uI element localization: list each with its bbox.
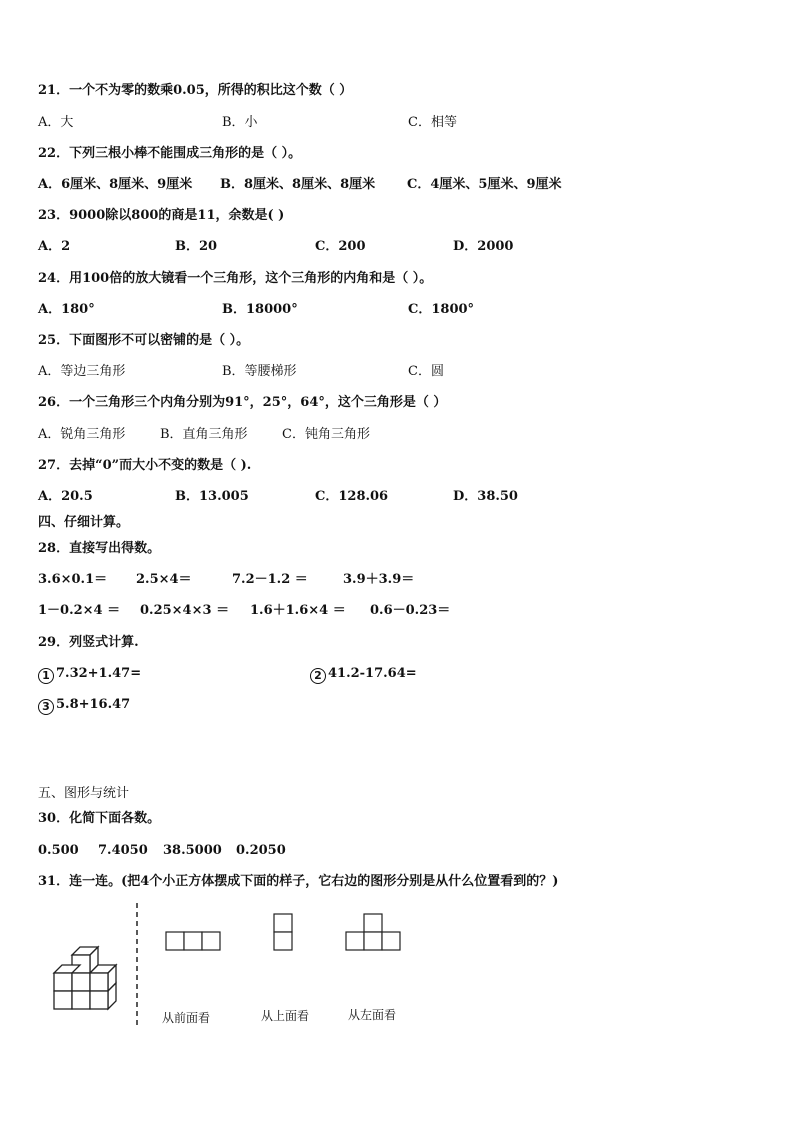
- q30-number: 0.2050: [236, 843, 286, 858]
- q22-option-b: B．8厘米、8厘米、8厘米: [220, 177, 376, 192]
- q27-option-b: B．13.005: [175, 489, 249, 504]
- q29-item-1: [38, 666, 141, 684]
- q24-option-b: B．18000°: [222, 302, 298, 317]
- q30-number: 0.500: [38, 843, 79, 858]
- label-top-view[interactable]: 从上面看: [261, 1009, 310, 1023]
- view-three-row[interactable]: [164, 930, 224, 952]
- question-28-stem: 28．直接写出得数。: [38, 541, 161, 556]
- q28-expr: 2.5×4＝: [136, 572, 192, 587]
- question-30-stem: 30．化简下面各数。: [38, 811, 161, 826]
- q26-option-b: B．直角三角形: [160, 427, 248, 442]
- q28-expr: 1－0.2×4 ＝: [38, 603, 121, 618]
- section-4-heading: 四、仔细计算。: [38, 515, 130, 530]
- question-21-stem: 21．一个不为零的数乘0.05，所得的积比这个数（ ）: [38, 83, 353, 98]
- q27-option-c: C．128.06: [315, 489, 389, 504]
- q26-option-a: A．锐角三角形: [38, 427, 126, 442]
- q27-option-d: D．38.50: [453, 489, 518, 504]
- label-left-view[interactable]: 从左面看: [348, 1008, 397, 1022]
- view-t-shape[interactable]: [344, 912, 406, 952]
- question-25-stem: 25．下面图形不可以密铺的是（ ）。: [38, 333, 250, 348]
- q29-expr-1: 7.32+1.47=: [56, 666, 142, 681]
- question-31-stem: 31．连一连。(把4个小正方体摆成下面的样子，它右边的图形分别是从什么位置看到的？): [38, 874, 559, 889]
- q21-option-c: C．相等: [408, 115, 457, 130]
- circled-number-2: 2: [310, 668, 326, 684]
- q28-expr: 1.6＋1.6×4 ＝: [250, 603, 346, 618]
- q28-expr: 3.9＋3.9＝: [343, 572, 415, 587]
- q21-option-a: A．大: [38, 115, 74, 130]
- q29-expr-3: 5.8+16.47: [56, 697, 131, 712]
- q23-option-b: B．20: [175, 239, 218, 254]
- q25-option-b: B．等腰梯形: [222, 364, 297, 379]
- q29-item-2: [310, 666, 417, 684]
- dashed-divider: [134, 903, 140, 1025]
- q21-option-b: B．小: [222, 115, 258, 130]
- question-26-stem: 26．一个三角形三个内角分别为91°，25°，64°，这个三角形是（ ）: [38, 395, 447, 410]
- section-5-heading: 五、图形与统计: [38, 786, 130, 801]
- q22-option-a: A．6厘米、8厘米、9厘米: [38, 177, 193, 192]
- q26-option-c: C．钝角三角形: [282, 427, 370, 442]
- q25-option-a: A．等边三角形: [38, 364, 126, 379]
- q29-expr-2: 41.2-17.64=: [328, 666, 417, 681]
- view-two-stack[interactable]: [272, 912, 296, 952]
- question-22-stem: 22．下列三根小棒不能围成三角形的是（ ）。: [38, 146, 302, 161]
- q24-option-c: C．1800°: [408, 302, 475, 317]
- cube-arrangement-figure: [40, 935, 130, 1015]
- q24-option-a: A．180°: [38, 302, 95, 317]
- q28-expr: 0.25×4×3 ＝: [140, 603, 230, 618]
- q28-expr: 7.2－1.2 ＝: [232, 572, 308, 587]
- q30-number: 7.4050: [98, 843, 148, 858]
- label-front-view[interactable]: 从前面看: [162, 1011, 211, 1025]
- q28-expr: 0.6－0.23＝: [370, 603, 451, 618]
- q28-expr: 3.6×0.1＝: [38, 572, 108, 587]
- question-23-stem: 23．9000除以800的商是11，余数是( ): [38, 208, 285, 223]
- question-27-stem: 27．去掉“0”而大小不变的数是（ ).: [38, 458, 252, 473]
- question-29-stem: 29．列竖式计算.: [38, 635, 139, 650]
- q22-option-c: C．4厘米、5厘米、9厘米: [407, 177, 562, 192]
- q29-item-3: [38, 697, 130, 715]
- q23-option-c: C．200: [315, 239, 366, 254]
- q23-option-a: A．2: [38, 239, 71, 254]
- question-24-stem: 24．用100倍的放大镜看一个三角形，这个三角形的内角和是（ ）。: [38, 271, 433, 286]
- q30-number: 38.5000: [163, 843, 222, 858]
- q25-option-c: C．圆: [408, 364, 444, 379]
- circled-number-1: 1: [38, 668, 54, 684]
- circled-number-3: 3: [38, 699, 54, 715]
- q27-option-a: A．20.5: [38, 489, 93, 504]
- q23-option-d: D．2000: [453, 239, 514, 254]
